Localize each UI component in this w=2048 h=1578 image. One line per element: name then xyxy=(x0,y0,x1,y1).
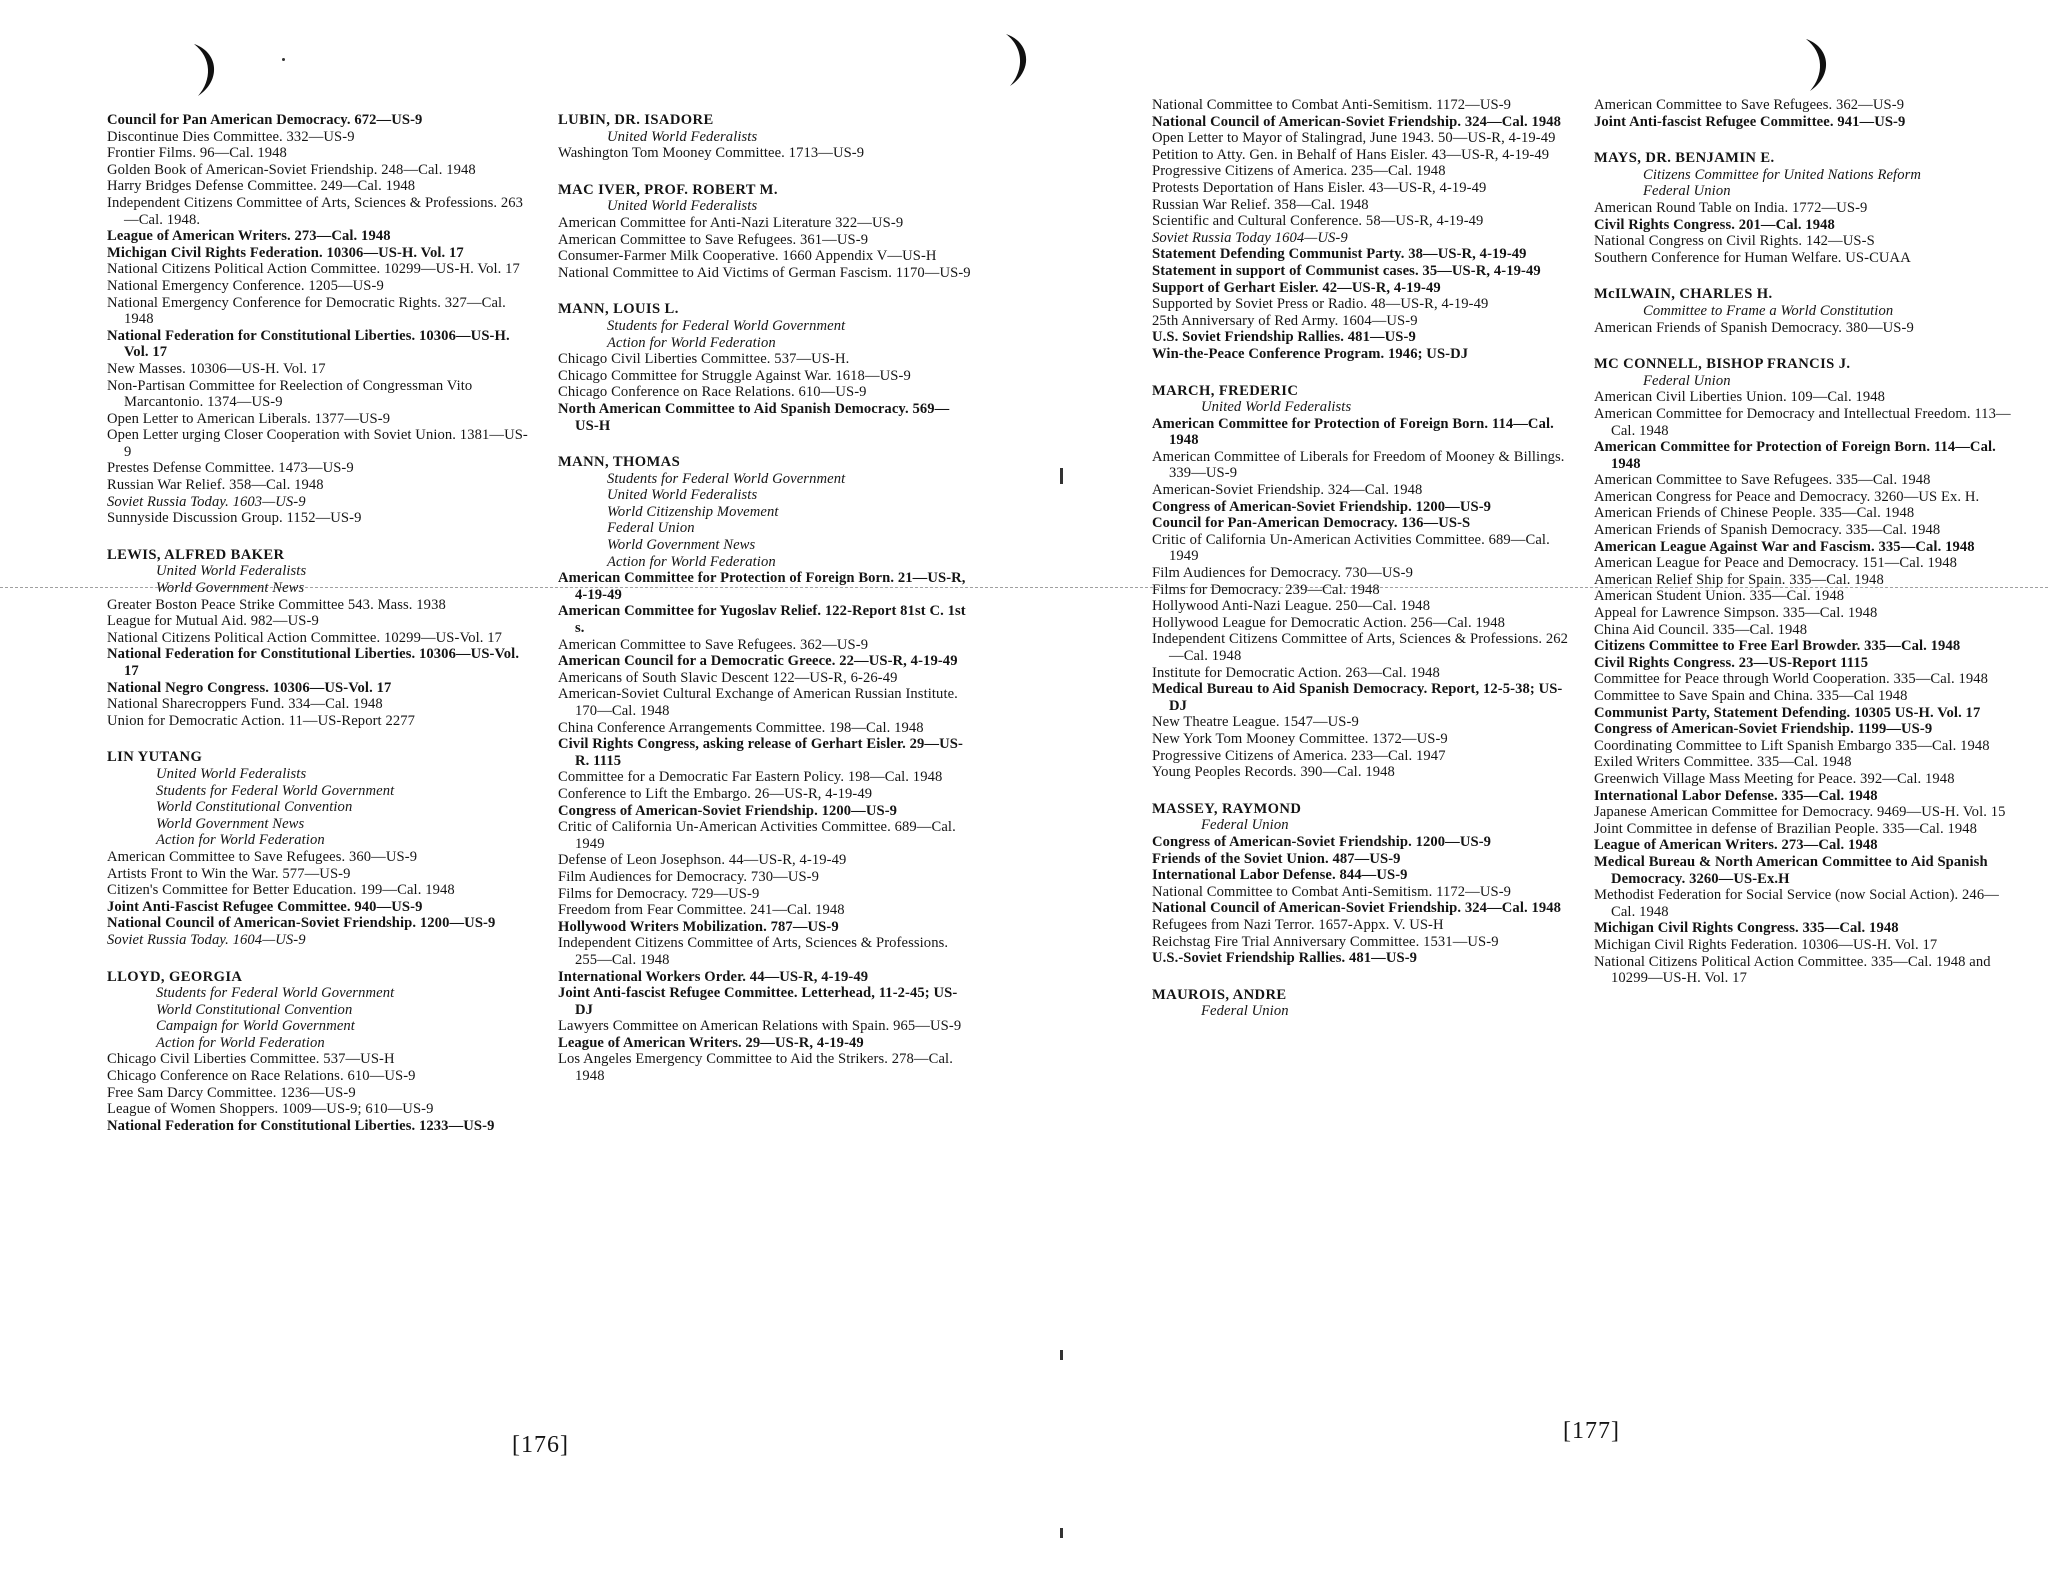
organization-entry: Michigan Civil Rights Congress. 335—Cal. 1948 xyxy=(1594,920,1899,937)
binding-hole-mark xyxy=(1000,30,1040,90)
organization-entry: Hollywood League for Democratic Action. 256—Cal. 1948 xyxy=(1152,614,1506,631)
organization-entry: Chicago Conference on Race Relations. 610—US-9 xyxy=(107,1068,416,1085)
organization-entry: Hollywood Writers Mobilization. 787—US-9 xyxy=(558,918,839,935)
organization-entry: International Labor Defense. 844—US-9 xyxy=(1152,867,1408,884)
column-2 xyxy=(558,112,973,1085)
organization-entry: American Committee to Save Refugees. 360—US-9 xyxy=(107,848,418,865)
affiliation-line: Federal Union xyxy=(607,520,695,537)
organization-entry: Discontinue Dies Committee. 332—US-9 xyxy=(107,128,355,145)
organization-entry: Joint Committee in defense of Brazilian People. 335—Cal. 1948 xyxy=(1594,820,1978,837)
organization-entry: Chicago Civil Liberties Committee. 537—US-H xyxy=(107,1051,395,1068)
organization-entry: League of American Writers. 273—Cal. 1948 xyxy=(107,228,391,245)
person-name-heading: McILWAIN, CHARLES H. xyxy=(1594,286,1773,303)
organization-entry: Union for Democratic Action. 11—US-Report 2277 xyxy=(107,712,416,729)
affiliation-line: Action for World Federation xyxy=(607,553,776,570)
organization-entry: Freedom from Fear Committee. 241—Cal. 1948 xyxy=(558,902,845,919)
organization-entry: Chicago Civil Liberties Committee. 537—US-H. xyxy=(558,351,850,368)
affiliation-line: Students for Federal World Government xyxy=(156,782,395,799)
organization-entry: National Negro Congress. 10306—US-Vol. 17 xyxy=(107,679,392,696)
organization-entry: Joint Anti-Fascist Refugee Committee. 940—US-9 xyxy=(107,898,423,915)
column-4 xyxy=(1594,97,2022,987)
organization-entry: National Committee to Combat Anti-Semitism. 1172—US-9 xyxy=(1152,883,1512,900)
organization-entry: Chicago Conference on Race Relations. 610—US-9 xyxy=(558,384,867,401)
affiliation-line: Federal Union xyxy=(1643,372,1731,389)
affiliation-line: Action for World Federation xyxy=(156,832,325,849)
affiliation-line: Federal Union xyxy=(1201,1003,1289,1020)
organization-entry: Soviet Russia Today. 1603—US-9 xyxy=(107,493,306,510)
organization-entry: Medical Bureau to Aid Spanish Democracy. Report, 12-5-38; US-DJ xyxy=(1152,681,1563,714)
organization-entry: Joint Anti-fascist Refugee Committee. 941—US-9 xyxy=(1594,113,1906,130)
organization-entry: Films for Democracy. 729—US-9 xyxy=(558,885,760,902)
organization-entry: International Labor Defense. 335—Cal. 1948 xyxy=(1594,787,1878,804)
organization-entry: Japanese American Committee for Democracy. 9469—US-H. Vol. 15 xyxy=(1594,804,2006,821)
organization-entry: League of American Writers. 273—Cal. 1948 xyxy=(1594,837,1878,854)
organization-entry: Independent Citizens Committee of Arts, Sciences & Professions. 255—Cal. 1948 xyxy=(558,935,949,968)
affiliation-line: United World Federalists xyxy=(607,128,758,145)
binding-hole-mark xyxy=(1800,35,1840,95)
organization-entry: Progressive Citizens of America. 233—Cal. 1947 xyxy=(1152,747,1446,764)
organization-entry: Open Letter urging Closer Cooperation with Soviet Union. 1381—US-9 xyxy=(107,427,528,460)
organization-entry: U.S.-Soviet Friendship Rallies. 481—US-9 xyxy=(1152,950,1418,967)
organization-entry: Committee to Save Spain and China. 335—Cal 1948 xyxy=(1594,688,1908,704)
organization-entry: American Committee to Save Refugees. 335—Cal. 1948 xyxy=(1594,472,1931,489)
organization-entry: Non-Partisan Committee for Reelection of Congressman Vito Marcantonio. 1374—US-9 xyxy=(107,377,473,411)
affiliation-line: United World Federalists xyxy=(1201,399,1352,416)
organization-entry: Film Audiences for Democracy. 730—US-9 xyxy=(1152,565,1414,582)
organization-entry: Southern Conference for Human Welfare. US-CUAA xyxy=(1594,249,1911,266)
affiliation-line: Citizens Committee for United Nations Reform xyxy=(1643,166,1922,183)
organization-entry: Methodist Federation for Social Service (now Social Action). 246—Cal. 1948 xyxy=(1594,887,1999,920)
organization-entry: 25th Anniversary of Red Army. 1604—US-9 xyxy=(1152,312,1418,329)
page-number-right: [177] xyxy=(1563,1418,1620,1444)
affiliation-line: World Government News xyxy=(156,815,305,832)
affiliation-line: Committee to Frame a World Constitution xyxy=(1643,302,1894,319)
person-name-heading: MAUROIS, ANDRE xyxy=(1152,986,1287,1003)
organization-entry: National Committee to Combat Anti-Semitism. 1172—US-9 xyxy=(1152,97,1512,113)
organization-entry: Michigan Civil Rights Federation. 10306—US-H. Vol. 17 xyxy=(1594,936,1938,953)
organization-entry: American Committee to Save Refugees. 362—US-9 xyxy=(1594,97,1905,113)
person-name-heading: MAC IVER, PROF. ROBERT M. xyxy=(558,181,778,198)
center-tick-mark xyxy=(1060,468,1063,484)
organization-entry: American Council for a Democratic Greece. 22—US-R, 4-19-49 xyxy=(558,653,958,670)
organization-entry: Lawyers Committee on American Relations with Spain. 965—US-9 xyxy=(558,1018,962,1035)
organization-entry: National Citizens Political Action Committee. 10299—US-H. Vol. 17 xyxy=(107,261,520,278)
affiliation-line: Federal Union xyxy=(1643,183,1731,200)
affiliation-line: World Government News xyxy=(607,537,756,554)
person-name-heading: LIN YUTANG xyxy=(107,749,203,766)
organization-entry: American Committee to Save Refugees. 361—US-9 xyxy=(558,231,869,248)
person-name-heading: LLOYD, GEORGIA xyxy=(107,968,243,985)
person-name-heading: MAYS, DR. BENJAMIN E. xyxy=(1594,150,1775,167)
affiliation-line: World Constitutional Convention xyxy=(156,799,353,816)
organization-entry: Hollywood Anti-Nazi League. 250—Cal. 1948 xyxy=(1152,598,1431,615)
affiliation-line: World Constitutional Convention xyxy=(156,1001,353,1018)
organization-entry: China Aid Council. 335—Cal. 1948 xyxy=(1594,621,1808,638)
affiliation-line: United World Federalists xyxy=(607,487,758,504)
person-name-heading: MC CONNELL, BISHOP FRANCIS J. xyxy=(1594,356,1851,373)
organization-entry: Soviet Russia Today 1604—US-9 xyxy=(1152,229,1348,246)
page-number-left: [176] xyxy=(512,1432,569,1458)
organization-entry: Greater Boston Peace Strike Committee 543. Mass. 1938 xyxy=(107,596,446,613)
organization-entry: Independent Citizens Committee of Arts, Sciences & Professions. 263—Cal. 1948. xyxy=(107,194,524,228)
organization-entry: American Committee for Anti-Nazi Literature 322—US-9 xyxy=(558,214,904,231)
organization-entry: North American Committee to Aid Spanish Democracy. 569—US-H xyxy=(558,400,950,434)
organization-entry: National Emergency Conference for Democratic Rights. 327—Cal. 1948 xyxy=(107,294,506,328)
organization-entry: Citizen's Committee for Better Education. 199—Cal. 1948 xyxy=(107,882,455,899)
organization-entry: American Friends of Spanish Democracy. 380—US-9 xyxy=(1594,319,1914,336)
organization-entry: Defense of Leon Josephson. 44—US-R, 4-19-49 xyxy=(558,852,847,869)
organization-entry: National Citizens Political Action Committee. 10299—US-Vol. 17 xyxy=(107,629,503,646)
organization-entry: Joint Anti-fascist Refugee Committee. Letterhead, 11-2-45; US-DJ xyxy=(558,985,958,1018)
organization-entry: League for Mutual Aid. 982—US-9 xyxy=(107,613,319,630)
organization-entry: Protests Deportation of Hans Eisler. 43—US-R, 4-19-49 xyxy=(1152,179,1487,196)
organization-entry: Progressive Citizens of America. 235—Cal. 1948 xyxy=(1152,163,1446,180)
organization-entry: Support of Gerhart Eisler. 42—US-R, 4-19-49 xyxy=(1152,279,1441,296)
organization-entry: American Student Union. 335—Cal. 1948 xyxy=(1594,588,1845,605)
organization-entry: Open Letter to American Liberals. 1377—US-9 xyxy=(107,410,391,427)
organization-entry: Win-the-Peace Conference Program. 1946; US-DJ xyxy=(1152,345,1469,362)
organization-entry: New Theatre League. 1547—US-9 xyxy=(1152,714,1359,731)
organization-entry: National Citizens Political Action Committee. 335—Cal. 1948 and 10299—US-H. Vol. 17 xyxy=(1594,953,1991,987)
organization-entry: American-Soviet Cultural Exchange of American Russian Institute. 170—Cal. 1948 xyxy=(558,686,958,719)
organization-entry: Artists Front to Win the War. 577—US-9 xyxy=(107,865,351,882)
organization-entry: Council for Pan American Democracy. 672—US-9 xyxy=(107,112,423,128)
organization-entry: Chicago Committee for Struggle Against War. 1618—US-9 xyxy=(558,367,911,384)
organization-entry: Consumer-Farmer Milk Cooperative. 1660 Appendix V—US-H xyxy=(558,248,937,265)
person-name-heading: MARCH, FREDERIC xyxy=(1152,382,1299,399)
affiliation-line: World Citizenship Movement xyxy=(607,503,779,520)
organization-entry: Michigan Civil Rights Federation. 10306—US-H. Vol. 17 xyxy=(107,244,464,261)
organization-entry: Soviet Russia Today. 1604—US-9 xyxy=(107,931,306,948)
organization-entry: Prestes Defense Committee. 1473—US-9 xyxy=(107,460,354,477)
organization-entry: American League for Peace and Democracy. 151—Cal. 1948 xyxy=(1594,555,1958,572)
organization-entry: National Committee to Aid Victims of German Fascism. 1170—US-9 xyxy=(558,264,971,281)
organization-entry: Committee for a Democratic Far Eastern Policy. 198—Cal. 1948 xyxy=(558,769,943,786)
organization-entry: American Congress for Peace and Democracy. 3260—US Ex. H. xyxy=(1594,488,1980,505)
affiliation-line: Campaign for World Government xyxy=(156,1018,355,1035)
organization-entry: Refugees from Nazi Terror. 1657-Appx. V. US-H xyxy=(1152,916,1444,933)
organization-entry: American Committee of Liberals for Freedom of Mooney & Billings. 339—US-9 xyxy=(1152,448,1565,482)
organization-entry: Supported by Soviet Press or Radio. 48—US-R, 4-19-49 xyxy=(1152,296,1489,313)
center-tick-mark xyxy=(1060,1528,1063,1538)
affiliation-line: Action for World Federation xyxy=(607,334,776,351)
column-3 xyxy=(1152,97,1572,1020)
affiliation-line: World Government News xyxy=(156,580,305,597)
organization-entry: American Committee for Yugoslav Relief. 122-Report 81st C. 1st s. xyxy=(558,603,966,637)
organization-entry: National Council of American-Soviet Friendship. 1200—US-9 xyxy=(107,915,496,932)
organization-entry: Conference to Lift the Embargo. 26—US-R, 4-19-49 xyxy=(558,785,873,802)
organization-entry: Open Letter to Mayor of Stalingrad, June 1943. 50—US-R, 4-19-49 xyxy=(1152,130,1556,147)
organization-entry: Medical Bureau & North American Committee to Aid Spanish Democracy. 3260—US-Ex.H xyxy=(1594,853,1988,887)
organization-entry: Committee for Peace through World Cooperation. 335—Cal. 1948 xyxy=(1594,671,1989,688)
organization-entry: National Federation for Constitutional Liberties. 10306—US-Vol. 17 xyxy=(107,646,520,679)
organization-entry: Critic of California Un-American Activities Committee. 689—Cal. 1949 xyxy=(1152,531,1550,565)
organization-entry: American Round Table on India. 1772—US-9 xyxy=(1594,199,1868,216)
affiliation-line: Action for World Federation xyxy=(156,1034,325,1051)
organization-entry: Communist Party, Statement Defending. 10305 US-H. Vol. 17 xyxy=(1594,704,1981,721)
organization-entry: National Sharecroppers Fund. 334—Cal. 1948 xyxy=(107,696,383,713)
organization-entry: Washington Tom Mooney Committee. 1713—US-9 xyxy=(558,145,865,162)
organization-entry: New Masses. 10306—US-H. Vol. 17 xyxy=(107,360,326,377)
column-1 xyxy=(107,112,535,1134)
organization-entry: National Council of American-Soviet Friendship. 324—Cal. 1948 xyxy=(1152,900,1562,917)
organization-entry: Films for Democracy. 239—Cal. 1948 xyxy=(1152,581,1380,598)
organization-entry: Free Sam Darcy Committee. 1236—US-9 xyxy=(107,1084,356,1101)
organization-entry: New York Tom Mooney Committee. 1372—US-9 xyxy=(1152,730,1448,747)
organization-entry: League of American Writers. 29—US-R, 4-19-49 xyxy=(558,1034,864,1051)
organization-entry: Congress of American-Soviet Friendship. 1199—US-9 xyxy=(1594,721,1933,738)
organization-entry: Russian War Relief. 358—Cal. 1948 xyxy=(1152,196,1369,213)
organization-entry: Coordinating Committee to Lift Spanish Embargo 335—Cal. 1948 xyxy=(1594,737,1990,754)
affiliation-line: Students for Federal World Government xyxy=(156,985,395,1002)
organization-entry: American Civil Liberties Union. 109—Cal. 1948 xyxy=(1594,389,1886,406)
organization-entry: Appeal for Lawrence Simpson. 335—Cal. 1948 xyxy=(1594,605,1878,622)
organization-entry: International Workers Order. 44—US-R, 4-19-49 xyxy=(558,968,869,985)
organization-entry: National Federation for Constitutional Liberties. 10306—US-H. Vol. 17 xyxy=(107,327,510,361)
person-name-heading: LEWIS, ALFRED BAKER xyxy=(107,546,285,563)
person-name-heading: LUBIN, DR. ISADORE xyxy=(558,112,714,128)
organization-entry: Congress of American-Soviet Friendship. 1200—US-9 xyxy=(1152,833,1492,850)
organization-entry: American-Soviet Friendship. 324—Cal. 1948 xyxy=(1152,482,1423,499)
organization-entry: Council for Pan-American Democracy. 136—US-S xyxy=(1152,515,1471,532)
organization-entry: American Committee to Save Refugees. 362—US-9 xyxy=(558,636,869,653)
organization-entry: American Friends of Spanish Democracy. 335—Cal. 1948 xyxy=(1594,522,1941,539)
organization-entry: Americans of South Slavic Descent 122—US-R, 6-26-49 xyxy=(558,669,898,686)
organization-entry: American Relief Ship for Spain. 335—Cal. 1948 xyxy=(1594,571,1884,588)
organization-entry: Civil Rights Congress, asking release of Gerhart Eisler. 29—US-R. 1115 xyxy=(558,736,963,769)
organization-entry: U.S. Soviet Friendship Rallies. 481—US-9 xyxy=(1152,329,1416,346)
organization-entry: Exiled Writers Committee. 335—Cal. 1948 xyxy=(1594,754,1852,771)
organization-entry: Civil Rights Congress. 201—Cal. 1948 xyxy=(1594,216,1835,233)
organization-entry: League of Women Shoppers. 1009—US-9; 610—US-9 xyxy=(107,1101,434,1118)
organization-entry: Reichstag Fire Trial Anniversary Committee. 1531—US-9 xyxy=(1152,933,1499,950)
organization-entry: Citizens Committee to Free Earl Browder. 335—Cal. 1948 xyxy=(1594,638,1961,655)
organization-entry: American Committee for Protection of Foreign Born. 114—Cal. 1948 xyxy=(1594,439,1996,472)
organization-entry: Critic of California Un-American Activities Committee. 689—Cal. 1949 xyxy=(558,819,956,852)
affiliation-line: United World Federalists xyxy=(607,198,758,215)
organization-entry: Young Peoples Records. 390—Cal. 1948 xyxy=(1152,764,1395,781)
organization-entry: Scientific and Cultural Conference. 58—US-R, 4-19-49 xyxy=(1152,213,1484,230)
organization-entry: Independent Citizens Committee of Arts, Sciences & Professions. 262—Cal. 1948 xyxy=(1152,631,1569,664)
organization-entry: Golden Book of American-Soviet Friendship. 248—Cal. 1948 xyxy=(107,161,476,178)
center-tick-mark xyxy=(1060,1350,1063,1360)
organization-entry: China Conference Arrangements Committee. 198—Cal. 1948 xyxy=(558,719,924,736)
speck-dot xyxy=(282,58,285,61)
binding-hole-mark xyxy=(188,40,228,100)
person-name-heading: MASSEY, RAYMOND xyxy=(1152,800,1302,817)
organization-entry: Civil Rights Congress. 23—US-Report 1115 xyxy=(1594,654,1869,671)
organization-entry: Film Audiences for Democracy. 730—US-9 xyxy=(558,868,820,885)
organization-entry: Los Angeles Emergency Committee to Aid the Strikers. 278—Cal. 1948 xyxy=(558,1051,953,1085)
organization-entry: Harry Bridges Defense Committee. 249—Cal. 1948 xyxy=(107,178,416,195)
organization-entry: Statement Defending Communist Party. 38—US-R, 4-19-49 xyxy=(1152,246,1527,263)
affiliation-line: Students for Federal World Government xyxy=(607,317,846,334)
affiliation-line: United World Federalists xyxy=(156,563,307,580)
organization-entry: National Federation for Constitutional Liberties. 1233—US-9 xyxy=(107,1117,495,1134)
organization-entry: Institute for Democratic Action. 263—Cal. 1948 xyxy=(1152,664,1440,681)
organization-entry: National Emergency Conference. 1205—US-9 xyxy=(107,277,384,294)
organization-entry: Congress of American-Soviet Friendship. 1200—US-9 xyxy=(1152,498,1492,515)
organization-entry: Frontier Films. 96—Cal. 1948 xyxy=(107,145,287,162)
organization-entry: Friends of the Soviet Union. 487—US-9 xyxy=(1152,850,1401,867)
person-name-heading: MANN, THOMAS xyxy=(558,454,681,471)
organization-entry: Petition to Atty. Gen. in Behalf of Hans Eisler. 43—US-R, 4-19-49 xyxy=(1152,146,1550,163)
organization-entry: National Congress on Civil Rights. 142—US-S xyxy=(1594,233,1875,250)
affiliation-line: United World Federalists xyxy=(156,765,307,782)
organization-entry: Sunnyside Discussion Group. 1152—US-9 xyxy=(107,510,362,527)
organization-entry: National Council of American-Soviet Friendship. 324—Cal. 1948 xyxy=(1152,113,1562,130)
organization-entry: American League Against War and Fascism. 335—Cal. 1948 xyxy=(1594,538,1975,555)
affiliation-line: Federal Union xyxy=(1201,817,1289,834)
organization-entry: Congress of American-Soviet Friendship. 1200—US-9 xyxy=(558,802,898,819)
organization-entry: American Friends of Chinese People. 335—Cal. 1948 xyxy=(1594,505,1915,522)
organization-entry: Russian War Relief. 358—Cal. 1948 xyxy=(107,477,324,494)
affiliation-line: Students for Federal World Government xyxy=(607,470,846,487)
organization-entry: American Committee for Protection of Foreign Born. 114—Cal. 1948 xyxy=(1152,415,1554,449)
person-name-heading: MANN, LOUIS L. xyxy=(558,301,679,318)
organization-entry: Greenwich Village Mass Meeting for Peace. 392—Cal. 1948 xyxy=(1594,770,1955,787)
organization-entry: American Committee for Protection of Foreign Born. 21—US-R, 4-19-49 xyxy=(558,570,966,603)
organization-entry: American Committee for Democracy and Intellectual Freedom. 113—Cal. 1948 xyxy=(1594,405,2011,439)
organization-entry: Statement in support of Communist cases. 35—US-R, 4-19-49 xyxy=(1152,262,1541,279)
